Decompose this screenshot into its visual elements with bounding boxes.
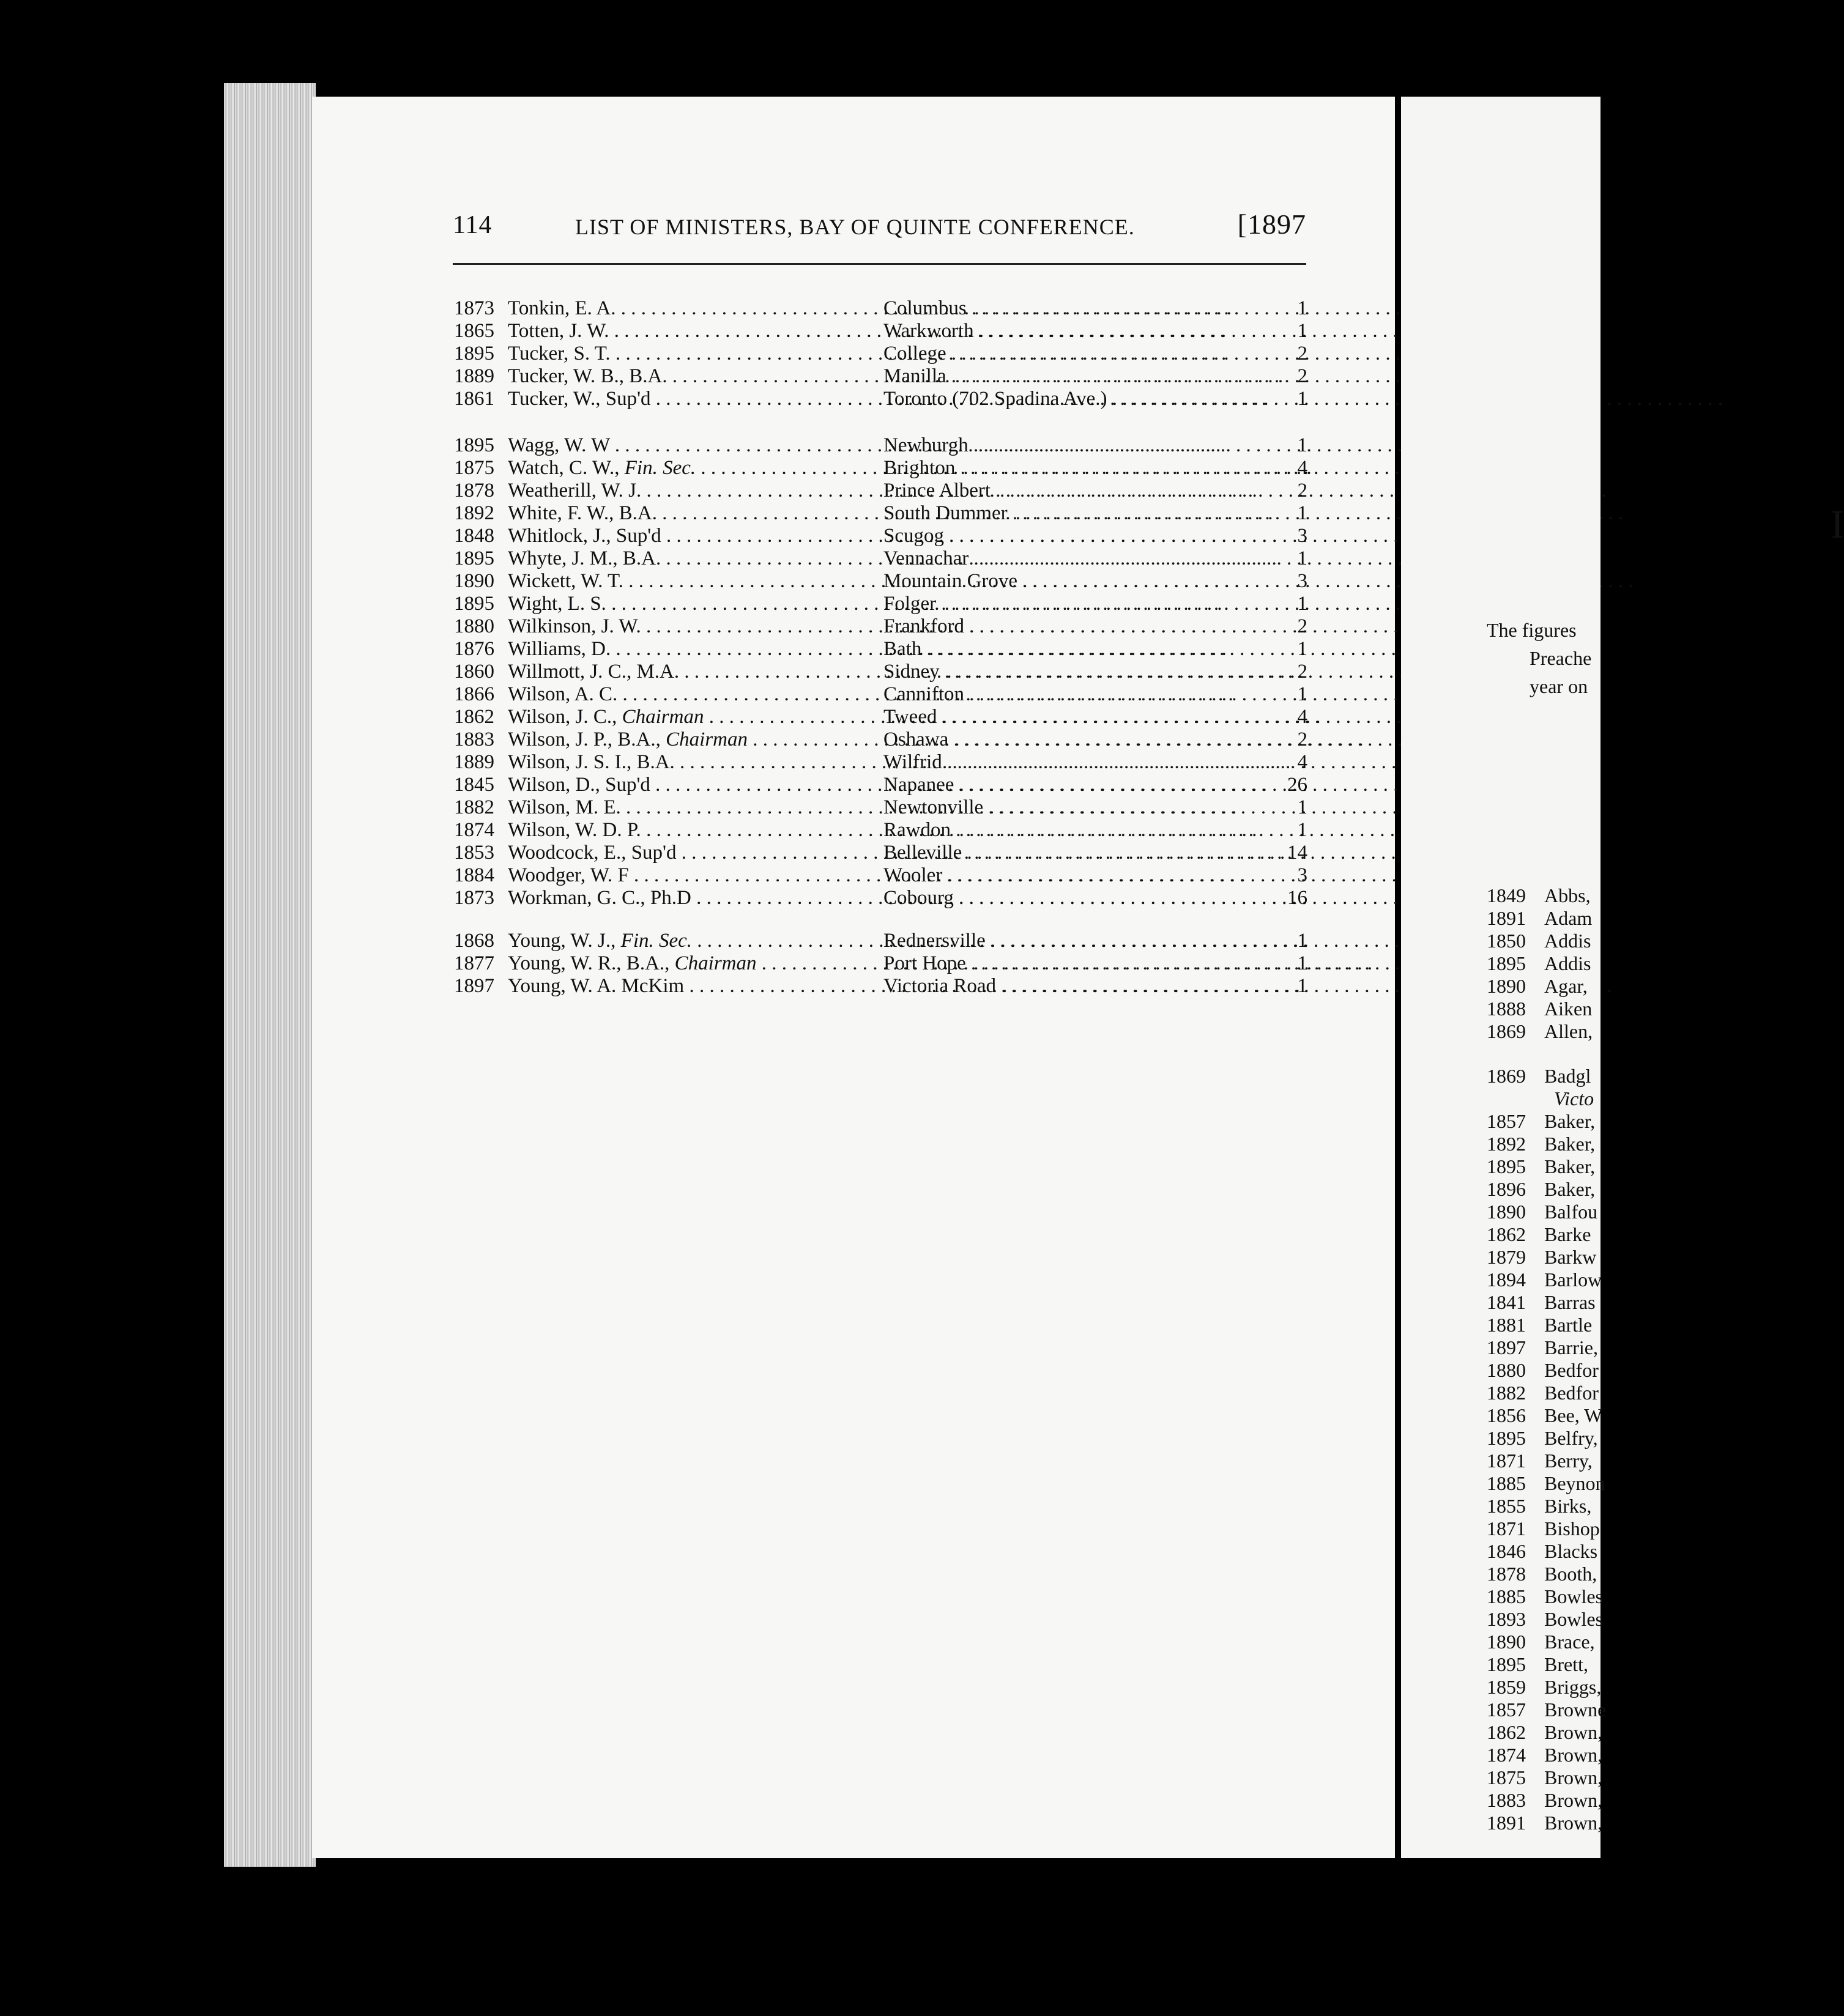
minister-name: Williams, D. . . . (508, 638, 881, 661)
years-count: 2 (1297, 480, 1307, 502)
years-count: 4 (1297, 457, 1307, 479)
minister-row (1487, 1110, 1609, 1133)
minister-name: Brown, (1544, 1721, 1603, 1743)
minister-name: Wilson, J. S. I., B.A. . . . (508, 751, 881, 774)
minister-row (454, 388, 1307, 410)
entry-year: 1860 (454, 661, 494, 683)
minister-row (1487, 1065, 1609, 1088)
years-count: 1 (1297, 434, 1307, 456)
circuit-name: Port Hope . . . (883, 952, 1263, 975)
minister-row (1487, 1472, 1609, 1495)
years-count: 26 (1287, 774, 1307, 796)
minister-row (1487, 1291, 1609, 1314)
entry-year: 1846 (1487, 1540, 1526, 1562)
minister-name: Wilkinson, J. W. . . . (508, 615, 881, 638)
years-count: 1 (1297, 819, 1307, 841)
entry-year: 1869 (1487, 1020, 1526, 1042)
years-count: 1 (1297, 683, 1307, 705)
circuit-name: Vennachar . . . (883, 547, 1263, 570)
minister-row (1487, 1744, 1609, 1766)
years-count: 1 (1297, 502, 1307, 524)
minister-name: Whitlock, J., Sup'd . . . (508, 525, 881, 547)
minister-row (1487, 1631, 1609, 1653)
entry-year: 1868 (454, 930, 494, 952)
minister-row (454, 502, 1307, 525)
entry-year: 1897 (1487, 1336, 1526, 1358)
minister-row (454, 751, 1307, 774)
entry-year: 1871 (1487, 1450, 1526, 1472)
minister-name: Bishop (1544, 1518, 1600, 1540)
minister-row (1487, 1427, 1609, 1450)
circuit-name: Prince Albert . . . (883, 480, 1263, 502)
minister-name: Bowles (1544, 1608, 1603, 1630)
minister-name: Bowles (1544, 1585, 1603, 1607)
minister-name: Weatherill, W. J. . . . (508, 480, 881, 502)
years-count: 16 (1287, 887, 1307, 909)
years-count: 3 (1297, 864, 1307, 886)
minister-row (1487, 1721, 1609, 1744)
circuit-name: Wilfrid . . . (883, 751, 1263, 774)
minister-row (1487, 1155, 1609, 1178)
minister-row (1487, 1359, 1609, 1382)
entry-year: 1879 (1487, 1246, 1526, 1268)
minister-row (454, 320, 1307, 343)
circuit-name: Cannifton . . . (883, 683, 1263, 706)
minister-name: Wight, L. S. . . . (508, 593, 881, 615)
minister-office: Chairman (666, 728, 748, 750)
right-page-minister-list (1487, 884, 1609, 1834)
years-count: 1 (1297, 638, 1307, 660)
entry-year: 1862 (454, 706, 494, 728)
minister-office: Fin. Sec. (624, 457, 696, 479)
right-page-initial: I (1831, 502, 1844, 547)
minister-row (1487, 1450, 1609, 1472)
minister-group-t (454, 297, 1307, 410)
minister-row (1487, 1608, 1609, 1631)
minister-name: Baker, (1544, 1133, 1596, 1155)
minister-row (454, 297, 1307, 320)
circuit-name: Bath . . . (883, 638, 1263, 661)
entry-year: 1892 (1487, 1133, 1526, 1155)
entry-year: 1890 (1487, 1631, 1526, 1653)
minister-row (1487, 1404, 1609, 1427)
entry-year: 1859 (1487, 1676, 1526, 1698)
entry-year: 1861 (454, 388, 494, 410)
minister-row (454, 547, 1307, 570)
entry-year: 1884 (454, 864, 494, 886)
entry-year: 1895 (454, 547, 494, 569)
entry-year: 1853 (454, 842, 494, 864)
minister-row (454, 706, 1307, 728)
minister-row (454, 975, 1307, 998)
minister-name: Barlow (1544, 1269, 1602, 1291)
minister-row (1487, 1563, 1609, 1585)
intro-line-1: The figures (1487, 619, 1577, 641)
minister-name: Berry, (1544, 1450, 1593, 1472)
entry-year: 1862 (1487, 1223, 1526, 1245)
circuit-name: South Dummer . . . (883, 502, 1263, 525)
minister-row (454, 864, 1307, 887)
years-count: 1 (1297, 320, 1307, 342)
entry-year: 1875 (454, 457, 494, 479)
minister-row (454, 952, 1307, 975)
left-page (312, 97, 1395, 1858)
entry-year: 1866 (454, 683, 494, 705)
minister-row (1487, 1178, 1609, 1201)
minister-row (1487, 1201, 1609, 1223)
entry-year: 1895 (1487, 1427, 1526, 1449)
circuit-name: Frankford . . . (883, 615, 1263, 638)
minister-name: Addis (1544, 930, 1591, 952)
minister-row (1487, 952, 1609, 975)
entry-year: 1881 (1487, 1314, 1526, 1336)
entry-year: 1895 (1487, 952, 1526, 974)
minister-name: Bee, W (1544, 1404, 1603, 1426)
circuit-name: Newtonville . . . (883, 796, 1263, 819)
minister-row (1487, 1653, 1609, 1676)
minister-row (454, 683, 1307, 706)
years-count: 3 (1297, 570, 1307, 592)
entry-year: 1896 (1487, 1178, 1526, 1200)
minister-name: Allen, (1544, 1020, 1593, 1042)
minister-name: Willmott, J. C., M.A. . . . (508, 661, 881, 683)
minister-office: Chairman (622, 706, 704, 728)
circuit-name: Belleville . . . (883, 842, 1263, 864)
minister-name: Tonkin, E. A. . . . (508, 297, 881, 320)
entry-year: 1857 (1487, 1110, 1526, 1132)
minister-name: Brace, (1544, 1631, 1595, 1653)
minister-row (1487, 1495, 1609, 1518)
circuit-name: Tweed . . . (883, 706, 1263, 728)
entry-year: 1895 (454, 434, 494, 456)
entry-year: 1889 (454, 365, 494, 387)
minister-row (1487, 930, 1609, 952)
minister-row (1487, 884, 1609, 907)
circuit-name: College . . . (883, 343, 1263, 365)
minister-row (454, 930, 1307, 952)
minister-row (454, 343, 1307, 365)
entry-year: 1882 (454, 796, 494, 818)
page-year: [1897 (1237, 209, 1306, 240)
circuit-name: Brighton . . . (883, 457, 1263, 480)
entry-year: 1885 (1487, 1585, 1526, 1607)
minister-row (454, 887, 1307, 910)
minister-name: Baker, (1544, 1110, 1596, 1132)
minister-name: Brown, (1544, 1812, 1603, 1834)
minister-row (1487, 1676, 1609, 1699)
years-count: 1 (1297, 388, 1307, 410)
circuit-name: Cobourg . . . (883, 887, 1263, 910)
entry-year: 1877 (454, 952, 494, 974)
minister-name: Blacks (1544, 1540, 1598, 1562)
minister-name: Barras (1544, 1291, 1596, 1313)
entry-year: 1874 (454, 819, 494, 841)
entry-year: 1873 (454, 887, 494, 909)
minister-name: Wilson, M. E. . . . (508, 796, 881, 819)
years-count: 4 (1297, 706, 1307, 728)
minister-name: Abbs, (1544, 884, 1591, 906)
entry-year: 1885 (1487, 1472, 1526, 1494)
entry-year: 1848 (454, 525, 494, 547)
circuit-name: Scugog . . . (883, 525, 1263, 547)
minister-name: Woodcock, E., Sup'd . . . (508, 842, 881, 864)
minister-row (1487, 1789, 1609, 1812)
entry-year: 1856 (1487, 1404, 1526, 1426)
entry-year: 1869 (1487, 1065, 1526, 1087)
minister-name: Aiken (1544, 998, 1593, 1020)
minister-row (1487, 1812, 1609, 1834)
minister-name: Booth, (1544, 1563, 1597, 1585)
years-count: 2 (1297, 661, 1307, 683)
minister-name: Balfou (1544, 1201, 1598, 1223)
minister-name: Belfry, (1544, 1427, 1598, 1449)
circuit-name: Sidney . . . (883, 661, 1263, 683)
entry-year: 1850 (1487, 930, 1526, 952)
page-header (453, 210, 1306, 247)
entry-year: 1876 (454, 638, 494, 660)
minister-name: Totten, J. W. . . . (508, 320, 881, 343)
entry-year: 1890 (1487, 975, 1526, 997)
minister-row (454, 457, 1307, 480)
minister-group-w (454, 434, 1307, 910)
circuit-name: Folger . . . (883, 593, 1263, 615)
minister-name: Brown, (1544, 1789, 1603, 1811)
years-count: 14 (1287, 842, 1307, 864)
minister-row (1487, 1246, 1609, 1269)
circuit-name: Mountain Grove . . . (883, 570, 1263, 593)
entry-year: 1882 (1487, 1382, 1526, 1404)
minister-name: Bedfor (1544, 1359, 1599, 1381)
circuit-name: Columbus . . . (883, 297, 1263, 320)
years-count: 2 (1297, 365, 1307, 387)
years-count: 2 (1297, 615, 1307, 637)
circuit-name: Manilla . . . (883, 365, 1263, 388)
minister-row (454, 638, 1307, 661)
entry-year: 1883 (454, 728, 494, 750)
minister-row (1487, 1336, 1609, 1359)
minister-name: Tucker, W., Sup'd . . . (508, 388, 881, 410)
minister-name: Barke (1544, 1223, 1591, 1245)
entry-year: 1892 (454, 502, 494, 524)
minister-name: Badgl (1544, 1065, 1591, 1087)
circuit-name: Warkworth . . . (883, 320, 1263, 343)
minister-row (1487, 1269, 1609, 1291)
minister-row (454, 661, 1307, 683)
minister-row (1487, 1585, 1609, 1608)
minister-row (1487, 1518, 1609, 1540)
circuit-name: Rawdon . . . (883, 819, 1263, 842)
minister-name: Wagg, W. W . . . (508, 434, 881, 457)
page-number: 114 (453, 211, 493, 239)
minister-group-y (454, 930, 1307, 998)
entry-year: 1891 (1487, 1812, 1526, 1834)
years-count: 1 (1297, 930, 1307, 952)
minister-name: Bartle (1544, 1314, 1593, 1336)
minister-name: Bedfor (1544, 1382, 1599, 1404)
entry-year: 1890 (1487, 1201, 1526, 1223)
minister-name: Addis (1544, 952, 1591, 974)
minister-name: Agar, (1544, 975, 1588, 997)
entry-year: 1880 (1487, 1359, 1526, 1381)
entry-year: 1893 (1487, 1608, 1526, 1630)
minister-name: Birks, (1544, 1495, 1592, 1517)
minister-name: Baker, (1544, 1155, 1596, 1177)
minister-row (1487, 1314, 1609, 1336)
minister-name: Tucker, W. B., B.A. . . . (508, 365, 881, 388)
book-page-edges (224, 83, 316, 1867)
entry-year: 1874 (1487, 1744, 1526, 1766)
entry-year: 1855 (1487, 1495, 1526, 1517)
header-rule (453, 263, 1306, 265)
minister-name: Briggs, (1544, 1676, 1602, 1698)
circuit-name: Napanee . . . (883, 774, 1263, 796)
minister-office: Fin. Sec. (620, 930, 693, 952)
entry-year: 1889 (454, 751, 494, 773)
entry-year: 1878 (454, 480, 494, 502)
minister-name: Browne (1544, 1699, 1607, 1721)
circuit-name: Oshawa . . . (883, 728, 1263, 751)
minister-row (1487, 998, 1609, 1020)
minister-name: Barkw (1544, 1246, 1597, 1268)
minister-row (1487, 1699, 1609, 1721)
entry-year: 1895 (454, 343, 494, 365)
minister-row (454, 615, 1307, 638)
minister-name: Adam (1544, 907, 1593, 929)
entry-continuation: Victo (1554, 1088, 1594, 1110)
minister-row (454, 796, 1307, 819)
minister-row (454, 365, 1307, 388)
intro-line-2: Preache (1530, 647, 1592, 669)
minister-name: Wilson, D., Sup'd . . . (508, 774, 881, 796)
entry-year: 1871 (1487, 1518, 1526, 1540)
entry-year: 1841 (1487, 1291, 1526, 1313)
years-count: 4 (1297, 751, 1307, 773)
entry-year: 1897 (454, 975, 494, 997)
minister-name: Woodger, W. F . . . (508, 864, 881, 887)
entry-year: 1895 (1487, 1653, 1526, 1675)
years-count: 1 (1297, 547, 1307, 569)
minister-name: Young, W. A. McKim . . . (508, 975, 881, 998)
minister-row (454, 819, 1307, 842)
entry-year: 1862 (1487, 1721, 1526, 1743)
minister-row (1487, 1133, 1609, 1155)
circuit-name: Rednersville . . . (883, 930, 1263, 952)
entry-year: 1883 (1487, 1789, 1526, 1811)
minister-row (454, 570, 1307, 593)
entry-year: 1890 (454, 570, 494, 592)
minister-name: Barrie, (1544, 1336, 1598, 1358)
minister-row (454, 480, 1307, 502)
entry-year: 1857 (1487, 1699, 1526, 1721)
years-count: 1 (1297, 796, 1307, 818)
list-gap (1487, 1043, 1609, 1065)
minister-row (1487, 1223, 1609, 1246)
years-count: 2 (1297, 343, 1307, 365)
minister-name: Wilson, A. C. . . . (508, 683, 881, 706)
circuit-name: Toronto (702 Spadina Ave.) . . . (883, 388, 1263, 410)
minister-name: White, F. W., B.A. . . . (508, 502, 881, 525)
minister-row (454, 774, 1307, 796)
minister-name: Wilson, W. D. P. . . . (508, 819, 881, 842)
minister-name: Brown, (1544, 1766, 1603, 1788)
minister-row (1487, 1382, 1609, 1404)
minister-name: Wilson, J. C., Chairman . . . (508, 706, 881, 728)
minister-row (454, 593, 1307, 615)
minister-row (1487, 1020, 1609, 1043)
page-title: LIST OF MINISTERS, BAY OF QUINTE CONFERENCE. (575, 215, 1135, 239)
entry-year: 1895 (454, 593, 494, 615)
entry-year: 1891 (1487, 907, 1526, 929)
entry-year: 1849 (1487, 884, 1526, 906)
minister-name: Whyte, J. M., B.A. . . . (508, 547, 881, 570)
minister-row (1487, 907, 1609, 930)
entry-year: 1888 (1487, 998, 1526, 1020)
years-count: 1 (1297, 952, 1307, 974)
right-page (1401, 97, 1844, 1858)
years-count: 1 (1297, 297, 1307, 319)
entry-year: 1880 (454, 615, 494, 637)
minister-name: Wilson, J. P., B.A., Chairman . . . (508, 728, 881, 751)
years-count: 1 (1297, 593, 1307, 615)
minister-row (454, 842, 1307, 864)
minister-name: Young, W. R., B.A., Chairman . . . (508, 952, 881, 975)
entry-year: 1875 (1487, 1766, 1526, 1788)
years-count: 3 (1297, 525, 1307, 547)
circuit-name: Victoria Road . . . (883, 975, 1263, 998)
minister-name: Brown, (1544, 1744, 1603, 1766)
years-count: 2 (1297, 728, 1307, 750)
entry-year: 1894 (1487, 1269, 1526, 1291)
entry-year: 1865 (454, 320, 494, 342)
years-count: 1 (1297, 975, 1307, 997)
minister-name: Brett, (1544, 1653, 1588, 1675)
minister-name: Tucker, S. T. . . . (508, 343, 881, 365)
minister-row (1487, 1540, 1609, 1563)
minister-name: Wickett, W. T. . . . (508, 570, 881, 593)
minister-row (1487, 975, 1609, 998)
intro-line-3: year on (1530, 675, 1588, 697)
minister-row (454, 525, 1307, 547)
circuit-name: Newburgh . . . (883, 434, 1263, 457)
entry-year: 1873 (454, 297, 494, 319)
circuit-name: Wooler . . . (883, 864, 1263, 887)
minister-row (454, 434, 1307, 457)
minister-name: Beynon (1544, 1472, 1605, 1494)
minister-name: Baker, (1544, 1178, 1596, 1200)
minister-row (1487, 1766, 1609, 1789)
entry-year: 1895 (1487, 1155, 1526, 1177)
entry-year: 1878 (1487, 1563, 1526, 1585)
minister-name: Workman, G. C., Ph.D . . . (508, 887, 881, 910)
minister-name: Watch, C. W., Fin. Sec. . . . (508, 457, 881, 480)
minister-office: Chairman (674, 952, 757, 974)
minister-name: Young, W. J., Fin. Sec. . . . (508, 930, 881, 952)
entry-year: 1845 (454, 774, 494, 796)
minister-row (454, 728, 1307, 751)
